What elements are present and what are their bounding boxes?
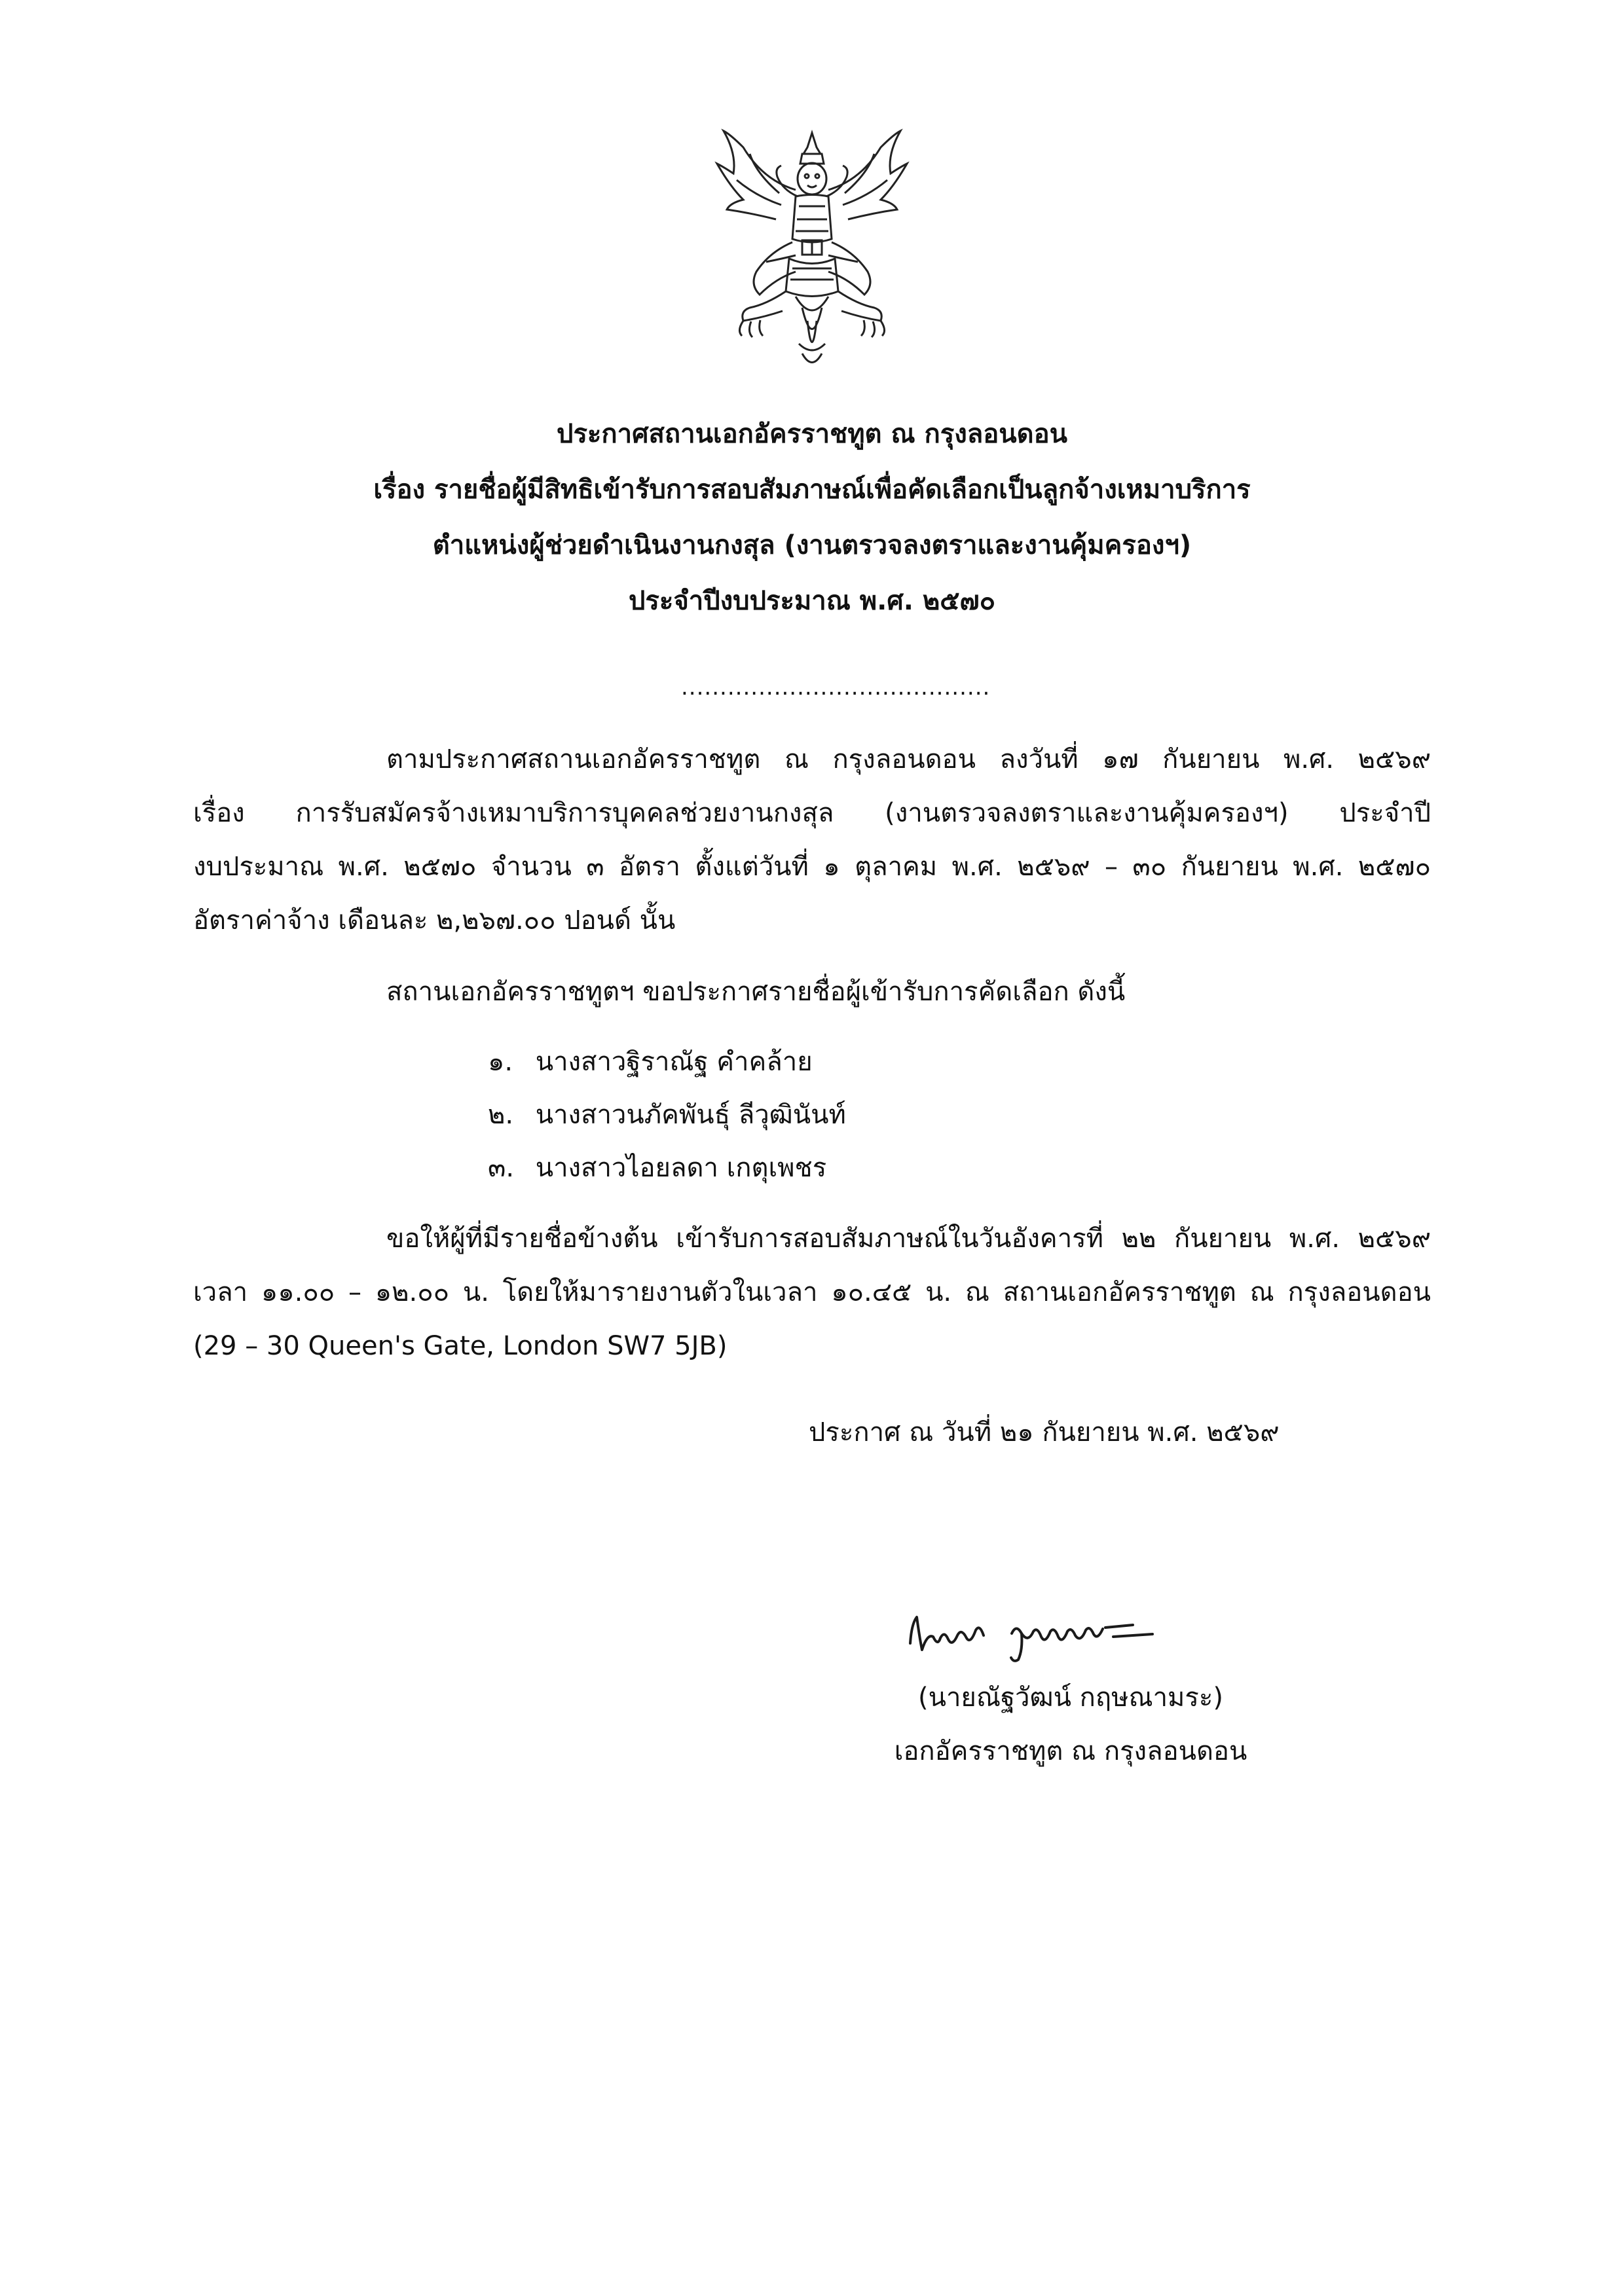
- announcement-title: ประกาศสถานเอกอัครราชทูต ณ กรุงลอนดอน: [557, 419, 1067, 449]
- list-number: ๓.: [488, 1153, 515, 1183]
- signature-icon: [897, 1597, 1244, 1669]
- separator-dots: ........................................: [681, 674, 991, 701]
- candidate-name: นางสาวไอยลดา เกตุเพชร: [535, 1153, 827, 1183]
- candidate-name: นางสาวนภัคพันธุ์ ลีวุฒินันท์: [535, 1100, 846, 1130]
- list-number: ๒.: [488, 1100, 514, 1130]
- paragraph-1-line-2: เรื่อง การรับสมัครจ้างเหมาบริการบุคคลช่วยงานกงสุล (งานตรวจลงตราและงานคุ้มครองฯ) ประจำปี: [193, 798, 1431, 828]
- signer-name: (นายณัฐวัฒน์ กฤษณามระ): [918, 1683, 1223, 1713]
- paragraph-1-line-1: ตามประกาศสถานเอกอัครราชทูต ณ กรุงลอนดอน ลงวันที่ ๑๗ กันยายน พ.ศ. ๒๕๖๙: [386, 744, 1431, 774]
- signer-title: เอกอัครราชทูต ณ กรุงลอนดอน: [894, 1736, 1247, 1766]
- paragraph-3-line-2: เวลา ๑๑.๐๐ – ๑๒.๐๐ น. โดยให้มารายงานตัวในเวลา ๑๐.๔๕ น. ณ สถานเอกอัครราชทูต ณ กรุงลอนดอน: [193, 1277, 1431, 1307]
- fiscal-year: ประจำปีงบประมาณ พ.ศ. ๒๕๗๐: [629, 586, 995, 616]
- garuda-emblem-icon: [704, 128, 920, 376]
- list-item: [488, 1148, 826, 1188]
- announcement-subject: เรื่อง รายชื่อผู้มีสิทธิเข้ารับการสอบสัมภาษณ์เพื่อคัดเลือกเป็นลูกจ้างเหมาบริการ: [373, 475, 1251, 505]
- candidate-name: นางสาวฐิราณัฐ คำคล้าย: [535, 1047, 813, 1077]
- paragraph-1-line-4: อัตราค่าจ้าง เดือนละ ๒,๒๖๗.๐๐ ปอนด์ นั้น: [193, 905, 676, 936]
- paragraph-3-line-3: (29 – 30 Queen's Gate, London SW7 5JB): [193, 1331, 728, 1361]
- position-title: ตำแหน่งผู้ช่วยดำเนินงานกงสุล (งานตรวจลงตราและงานคุ้มครองฯ): [432, 530, 1192, 560]
- paragraph-1-line-3: งบประมาณ พ.ศ. ๒๕๗๐ จำนวน ๓ อัตรา ตั้งแต่วันที่ ๑ ตุลาคม พ.ศ. ๒๕๖๙ – ๓๐ กันยายน พ.ศ. ๒๕๗๐: [193, 852, 1431, 882]
- paragraph-3-line-1: ขอให้ผู้ที่มีรายชื่อข้างต้น เข้ารับการสอบสัมภาษณ์ในวันอังคารที่ ๒๒ กันยายน พ.ศ. ๒๕๖๙: [386, 1224, 1431, 1254]
- announcement-date: ประกาศ ณ วันที่ ๒๑ กันยายน พ.ศ. ๒๕๖๙: [809, 1417, 1280, 1448]
- list-item: [488, 1095, 846, 1135]
- list-item: [488, 1042, 813, 1082]
- paragraph-2: สถานเอกอัครราชทูตฯ ขอประกาศรายชื่อผู้เข้ารับการคัดเลือก ดังนี้: [386, 977, 1126, 1007]
- list-number: ๑.: [488, 1047, 513, 1077]
